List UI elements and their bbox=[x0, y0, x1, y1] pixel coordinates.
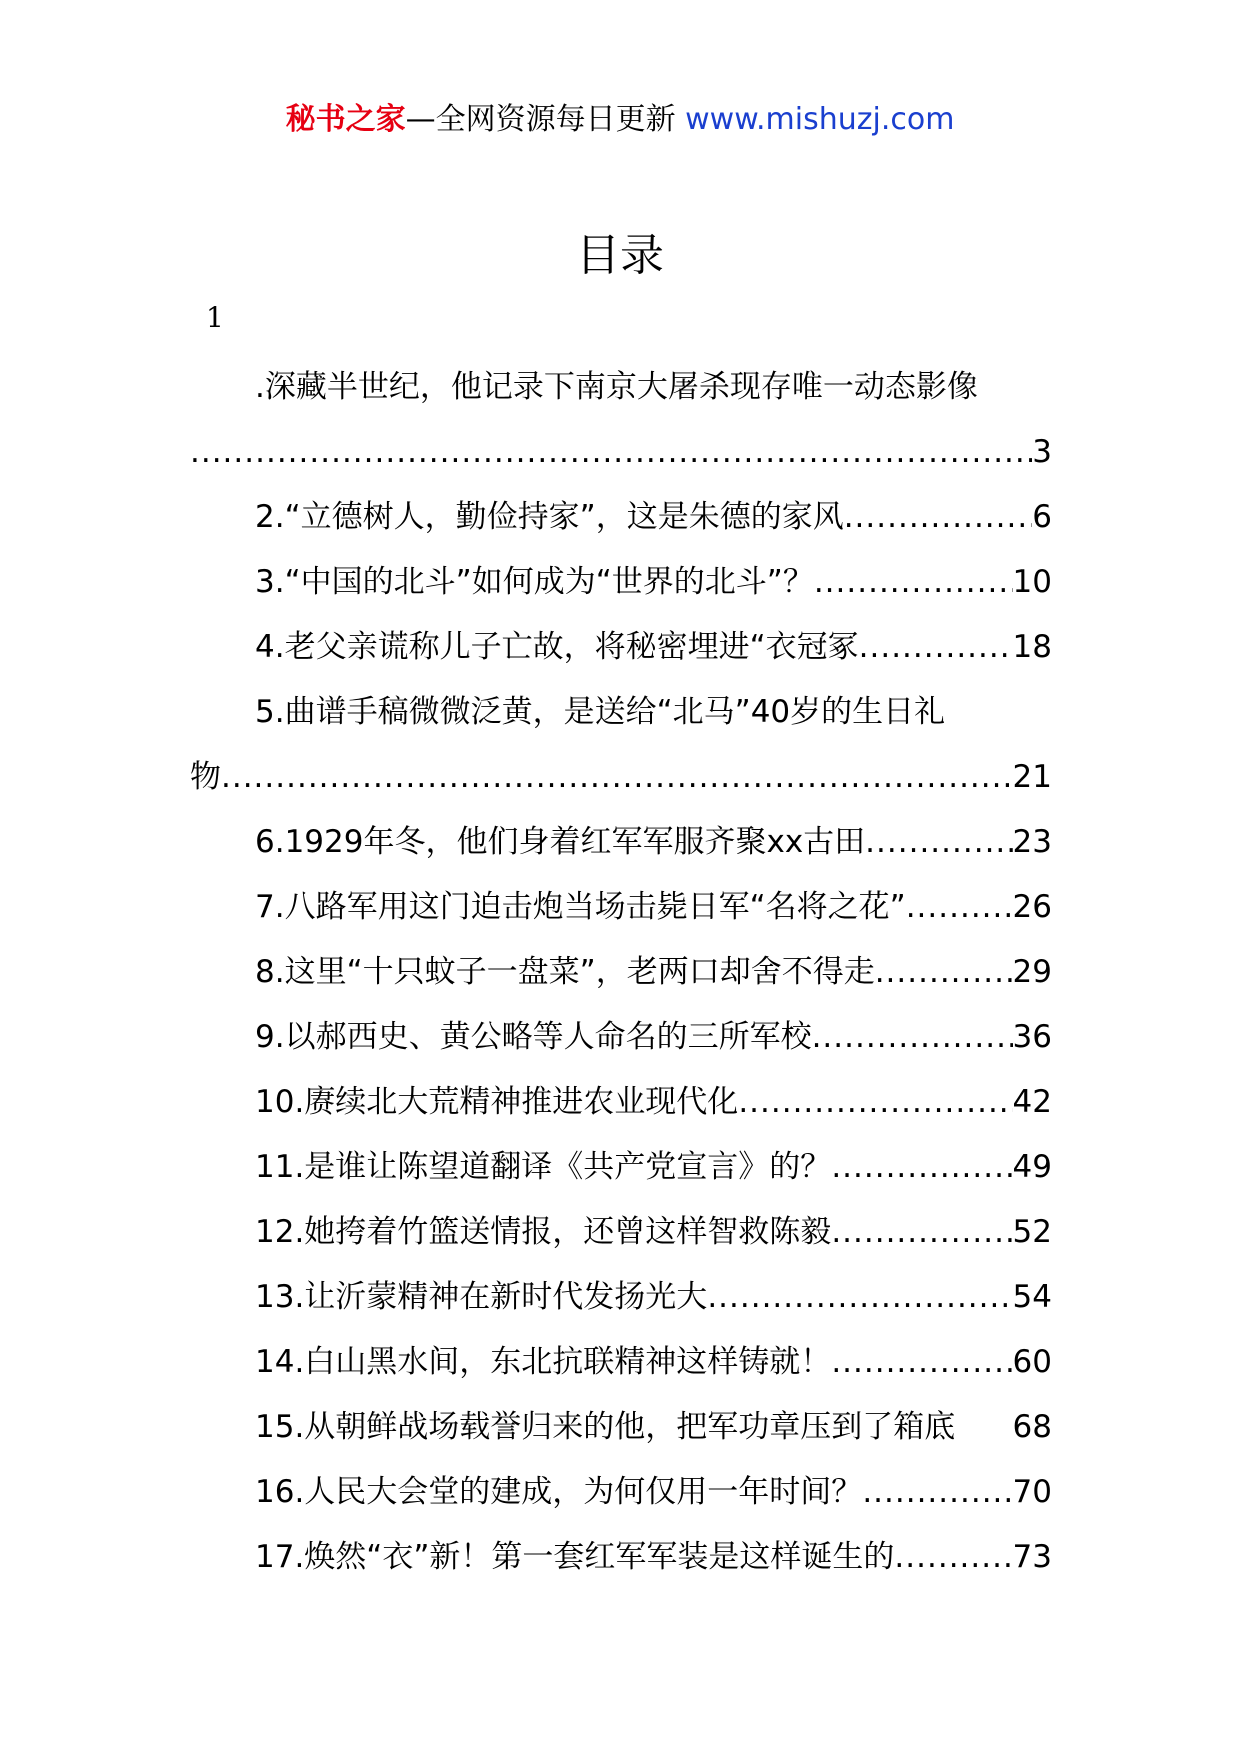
toc-entry-page: 26 bbox=[1012, 889, 1052, 925]
dot-leader bbox=[831, 1200, 1012, 1265]
toc-entry-5-title[interactable] bbox=[190, 680, 1052, 745]
toc-entry-page: 10 bbox=[1012, 564, 1052, 600]
toc-entry-9[interactable] bbox=[190, 1005, 1052, 1070]
toc-entry-1-title[interactable] bbox=[190, 355, 1052, 420]
page-title: 目录 bbox=[576, 230, 664, 281]
toc-entry-text: 15.从朝鲜战场载誉归来的他，把军功章压到了箱底 bbox=[255, 1409, 956, 1445]
dot-leader bbox=[831, 1135, 1012, 1200]
toc-entry-10[interactable] bbox=[190, 1070, 1052, 1135]
dot-leader bbox=[831, 1330, 1012, 1395]
toc-entry-8[interactable] bbox=[190, 940, 1052, 1005]
toc-entry-text: 4.老父亲谎称儿子亡故，将秘密埋进“衣冠冢 bbox=[255, 629, 859, 665]
toc-entry-12[interactable] bbox=[190, 1200, 1052, 1265]
toc-entry-text: 10.赓续北大荒精神推进农业现代化 bbox=[255, 1084, 739, 1120]
dot-leader bbox=[190, 420, 1032, 485]
brand-name: 秘书之家 bbox=[285, 102, 406, 137]
toc-entry-text: 8.这里“十只蚊子一盘菜”，老两口却舍不得走 bbox=[255, 954, 875, 990]
toc-entry-page: 21 bbox=[1012, 759, 1052, 795]
toc-entry-3[interactable] bbox=[190, 550, 1052, 615]
dot-leader bbox=[865, 810, 1012, 875]
toc-entry-text: 16.人民大会堂的建成，为何仅用一年时间？ bbox=[255, 1474, 863, 1510]
toc-entry-17[interactable] bbox=[190, 1525, 1052, 1590]
toc-entry-page: 6 bbox=[1032, 499, 1052, 535]
toc-entry-page: 29 bbox=[1012, 954, 1052, 990]
toc-entry-page: 49 bbox=[1012, 1149, 1052, 1185]
toc-entry-text: 14.白山黑水间，东北抗联精神这样铸就！ bbox=[255, 1344, 832, 1380]
toc-entry-text: 12.她挎着竹篮送情报，还曾这样智救陈毅 bbox=[255, 1214, 832, 1250]
site-url-link[interactable]: www.mishuzj.com bbox=[685, 102, 955, 137]
toc-entry-page: 70 bbox=[1012, 1474, 1052, 1510]
dot-leader bbox=[875, 940, 1013, 1005]
dot-leader bbox=[707, 1265, 1012, 1330]
toc-entry-11[interactable] bbox=[190, 1135, 1052, 1200]
toc-entry-text: 11.是谁让陈望道翻译《共产党宣言》的？ bbox=[255, 1149, 832, 1185]
toc-entry-6[interactable] bbox=[190, 810, 1052, 875]
toc-entry-page: 54 bbox=[1012, 1279, 1052, 1315]
table-of-contents bbox=[190, 355, 1052, 1590]
toc-entry-text: 7.八路军用这门迫击炮当场击毙日军“名将之花” bbox=[255, 889, 906, 925]
page-marker: 1 bbox=[206, 301, 224, 334]
toc-entry-page: 18 bbox=[1012, 629, 1052, 665]
dot-leader bbox=[859, 615, 1013, 680]
toc-entry-text: 3.“中国的北斗”如何成为“世界的北斗”？ bbox=[255, 564, 814, 600]
toc-entry-5-leader[interactable] bbox=[190, 745, 1052, 810]
toc-entry-page: 52 bbox=[1012, 1214, 1052, 1250]
toc-entry-page: 3 bbox=[1032, 434, 1052, 470]
toc-entry-page: 36 bbox=[1012, 1019, 1052, 1055]
header-tagline: —全网资源每日更新 bbox=[405, 102, 676, 137]
dot-leader bbox=[862, 1460, 1012, 1525]
toc-entry-15[interactable] bbox=[190, 1395, 1052, 1460]
toc-entry-page: 42 bbox=[1012, 1084, 1052, 1120]
toc-entry-page: 60 bbox=[1012, 1344, 1052, 1380]
toc-entry-continuation: 物 bbox=[190, 759, 221, 795]
toc-entry-page: 68 bbox=[1012, 1409, 1052, 1445]
toc-entry-7[interactable] bbox=[190, 875, 1052, 940]
dot-leader bbox=[738, 1070, 1012, 1135]
toc-entry-2[interactable] bbox=[190, 485, 1052, 550]
toc-entry-text: 5.曲谱手稿微微泛黄，是送给“北马”40岁的生日礼 bbox=[255, 694, 946, 730]
dot-leader bbox=[844, 485, 1033, 550]
toc-entry-page: 73 bbox=[1012, 1539, 1052, 1575]
toc-entry-text: 13.让沂蒙精神在新时代发扬光大 bbox=[255, 1279, 708, 1315]
dot-leader bbox=[221, 745, 1013, 810]
dot-leader bbox=[814, 550, 1013, 615]
toc-entry-16[interactable] bbox=[190, 1460, 1052, 1525]
toc-entry-text: 6.1929年冬，他们身着红军军服齐聚xx古田 bbox=[255, 824, 866, 860]
toc-entry-1-leader[interactable] bbox=[190, 420, 1052, 485]
dot-leader bbox=[894, 1525, 1012, 1590]
site-header bbox=[0, 100, 1240, 140]
toc-entry-13[interactable] bbox=[190, 1265, 1052, 1330]
toc-entry-14[interactable] bbox=[190, 1330, 1052, 1395]
dot-leader bbox=[812, 1005, 1013, 1070]
toc-entry-4[interactable] bbox=[190, 615, 1052, 680]
toc-entry-page: 23 bbox=[1012, 824, 1052, 860]
dot-leader bbox=[906, 875, 1013, 940]
toc-entry-text: 2.“立德树人，勤俭持家”，这是朱德的家风 bbox=[255, 499, 844, 535]
toc-entry-text: .深藏半世纪，他记录下南京大屠杀现存唯一动态影像 bbox=[255, 369, 978, 405]
toc-entry-text: 17.焕然“衣”新！第一套红军军装是这样诞生的 bbox=[255, 1539, 895, 1575]
toc-entry-text: 9.以郝西史、黄公略等人命名的三所军校 bbox=[255, 1019, 812, 1055]
